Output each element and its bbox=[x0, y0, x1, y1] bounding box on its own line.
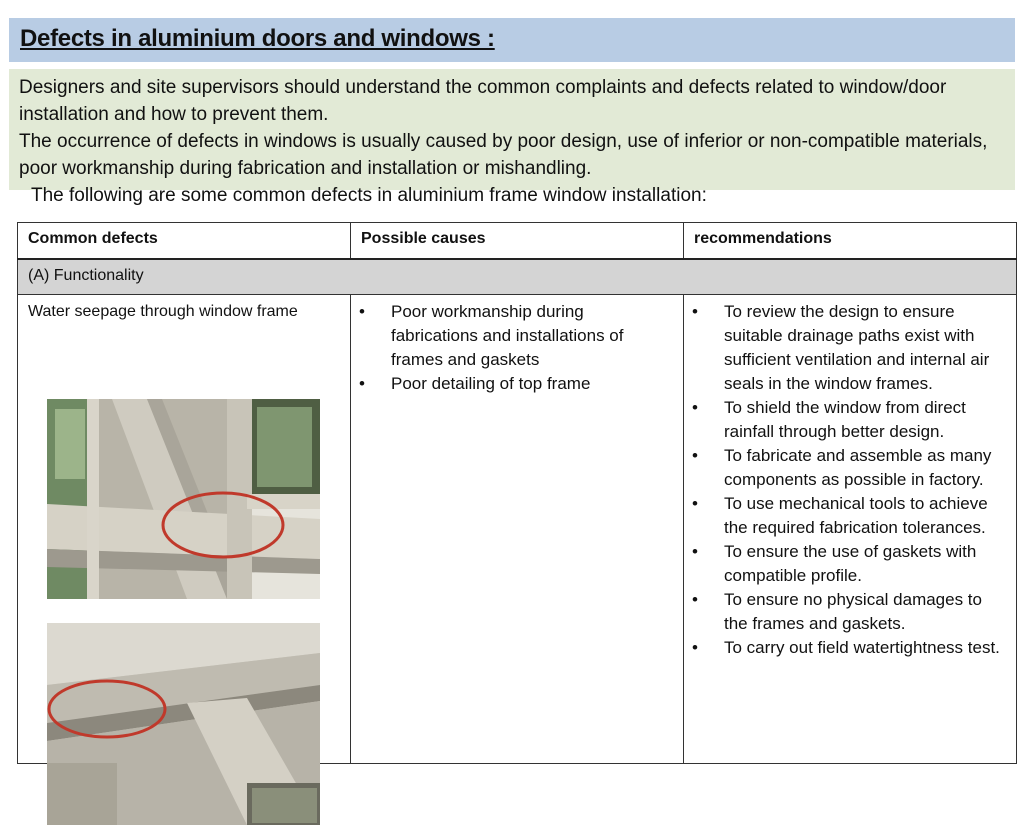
slide-title: Defects in aluminium doors and windows : bbox=[20, 25, 495, 52]
list-item: • Poor workmanship during fabrications and installations of frames and gaskets bbox=[351, 300, 671, 372]
list-item: • Poor detailing of top frame bbox=[351, 372, 671, 396]
intro-band bbox=[9, 69, 1015, 190]
intro-paragraph-1: Designers and site supervisors should understand the common complaints and defects related to window/door installation and how to prevent them. bbox=[19, 77, 947, 125]
intro-paragraph-2: The occurrence of defects in windows is usually caused by poor design, use of inferior or non-compatible materials, poor workmanship during fabrication and installation or mishandling. bbox=[19, 131, 988, 179]
list-item: • To carry out field watertightness test. bbox=[684, 636, 1009, 660]
defect-name: Water seepage through window frame bbox=[28, 303, 298, 320]
list-item: • To ensure the use of gaskets with compatible profile. bbox=[684, 540, 1009, 588]
list-item: • To shield the window from direct rainfall through better design. bbox=[684, 396, 1009, 444]
header-possible-causes: Possible causes bbox=[351, 223, 684, 259]
table-header-row bbox=[18, 223, 1017, 259]
header-recommendations: recommendations bbox=[684, 223, 1017, 259]
list-item: • To fabricate and assemble as many components as possible in factory. bbox=[684, 444, 1009, 492]
recommendations-list bbox=[684, 300, 1009, 660]
list-item: • To use mechanical tools to achieve the required fabrication tolerances. bbox=[684, 492, 1009, 540]
causes-cell bbox=[351, 295, 684, 764]
category-row bbox=[18, 259, 1017, 295]
following-text: The following are some common defects in aluminium frame window installation: bbox=[31, 185, 707, 206]
list-item: • To ensure no physical damages to the frames and gaskets. bbox=[684, 588, 1009, 636]
defect-photo-frame-joint bbox=[47, 399, 320, 599]
header-common-defects: Common defects bbox=[18, 223, 351, 259]
defects-table bbox=[17, 222, 1017, 764]
recommendations-cell bbox=[684, 295, 1017, 764]
defect-photo-top-frame bbox=[47, 623, 320, 825]
table-row bbox=[18, 295, 1017, 764]
list-item: • To review the design to ensure suitable drainage paths exist with sufficient ventilation and internal air seals in the window frames. bbox=[684, 300, 1009, 396]
defect-cell bbox=[18, 295, 351, 764]
category-label: (A) Functionality bbox=[18, 259, 1017, 295]
causes-list bbox=[351, 300, 671, 396]
title-band bbox=[9, 18, 1015, 62]
